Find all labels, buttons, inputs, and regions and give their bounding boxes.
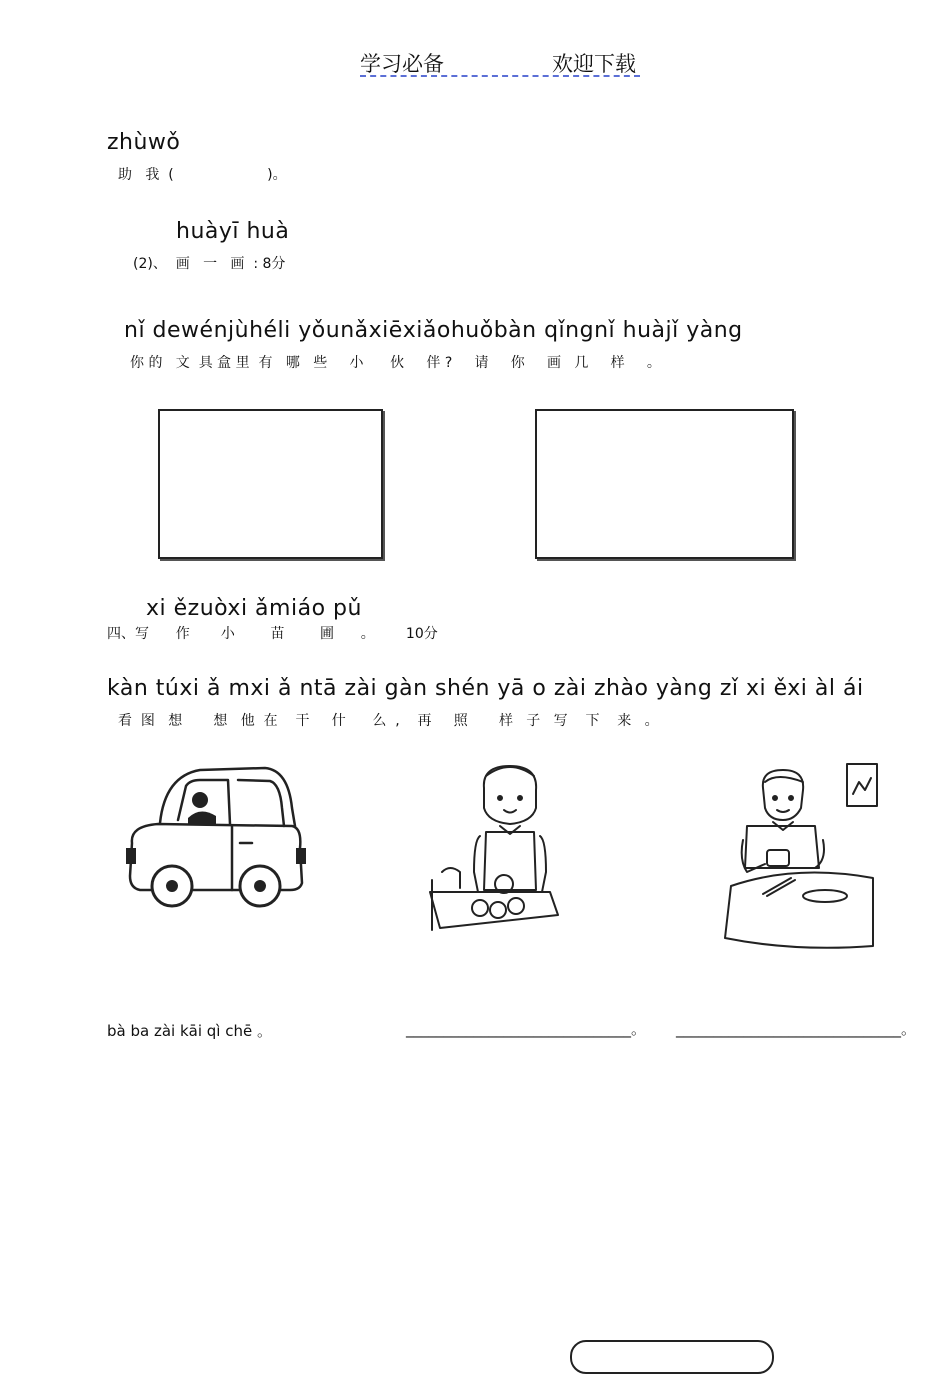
- write-task-pinyin: kàn túxi ǎ mxi ǎ ntā zài gàn shén yā o zài zhào yàng zǐ xi ěxi àl ái: [107, 676, 864, 701]
- header-right: 欢迎下载: [552, 52, 636, 76]
- prev-text: 助 我 ( )。: [118, 167, 287, 183]
- header-left: 学习必备: [360, 52, 444, 76]
- prev-pinyin: zhùwǒ: [107, 130, 181, 155]
- example-answer: bà ba zài kāi qì chē 。: [107, 1022, 272, 1040]
- next-section-frame: [570, 1340, 774, 1374]
- section4-pinyin: xi ězuòxi ǎmiáo pǔ: [146, 596, 362, 621]
- answer-blank-3[interactable]: ______________________________。: [676, 1020, 917, 1038]
- section2-title: (2)、 画 一 画 : 8分: [133, 256, 286, 272]
- car-illustration: [120, 748, 310, 923]
- draw-task-pinyin: nǐ dewénjùhéli yǒunǎxiēxiǎohuǒbàn qǐngnǐ huàjǐ yàng: [124, 318, 743, 343]
- header-divider: [360, 75, 640, 77]
- draw-task-text: 你 的 文 具 盒 里 有 哪 些 小 伙 伴 ? 请 你 画 几 样 。: [130, 355, 661, 371]
- section2-pinyin: huàyī huà: [176, 219, 290, 244]
- section4-title: 四、写 作 小 苗 圃 。 10分: [107, 626, 438, 642]
- write-task-text: 看 图 想 想 他 在 干 什 么 , 再 照 样 子 写 下 来 。: [118, 713, 659, 729]
- boy-setting-table-illustration: [715, 760, 880, 950]
- girl-washing-fruit-illustration: [420, 760, 565, 935]
- answer-blank-2[interactable]: ______________________________。: [406, 1020, 647, 1038]
- drawing-box-2[interactable]: [535, 409, 794, 559]
- drawing-box-1[interactable]: [158, 409, 383, 559]
